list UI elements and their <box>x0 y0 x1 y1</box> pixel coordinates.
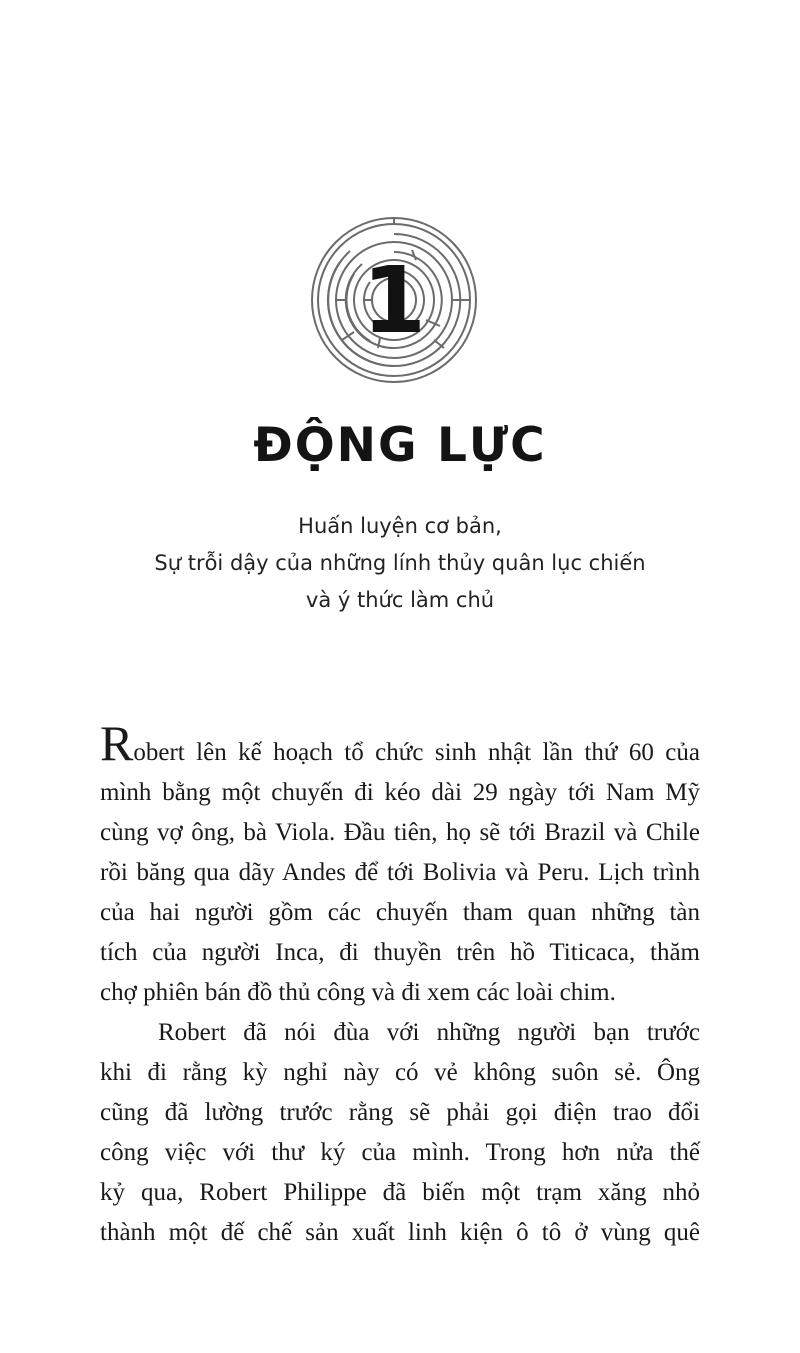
text-line-content: obert lên kế hoạch tổ chức sinh nhật lần thứ 60 của <box>133 739 700 766</box>
chapter-subtitle <box>0 508 800 619</box>
text-line: khi đi rằng kỳ nghỉ này có vẻ không suôn sẻ. Ông <box>100 1059 700 1086</box>
text-line: của hai người gồm các chuyến tham quan những tàn <box>100 899 700 926</box>
text-line: tích của người Inca, đi thuyền trên hồ Titicaca, thăm <box>100 939 700 966</box>
chapter-number-emblem <box>310 216 478 384</box>
text-line: kỷ qua, Robert Philippe đã biến một trạm xăng nhỏ <box>100 1179 700 1206</box>
text-line: mình bằng một chuyến đi kéo dài 29 ngày tới Nam Mỹ <box>100 779 700 806</box>
text-line: công việc với thư ký của mình. Trong hơn nửa thế <box>100 1139 700 1166</box>
subtitle-line: và ý thức làm chủ <box>305 588 495 612</box>
text-line <box>100 715 700 773</box>
text-line: rồi băng qua dãy Andes để tới Bolivia và Peru. Lịch trình <box>100 859 700 886</box>
paragraph <box>100 1013 700 1253</box>
drop-cap: R <box>100 715 134 771</box>
text-line: Robert đã nói đùa với những người bạn trước <box>158 1019 700 1046</box>
body-text <box>100 715 700 1253</box>
paragraph <box>100 715 700 1013</box>
chapter-number: 1 <box>361 247 426 354</box>
text-line: cùng vợ ông, bà Viola. Đầu tiên, họ sẽ tới Brazil và Chile <box>100 819 700 846</box>
chapter-title: ĐỘNG LỰC <box>253 418 547 473</box>
text-line: thành một đế chế sản xuất linh kiện ô tô ở vùng quê <box>100 1219 700 1246</box>
text-line: cũng đã lường trước rằng sẽ phải gọi điện trao đổi <box>100 1099 700 1126</box>
subtitle-line: Huấn luyện cơ bản, <box>298 514 502 538</box>
subtitle-line: Sự trỗi dậy của những lính thủy quân lục chiến <box>154 551 646 575</box>
text-line: chợ phiên bán đồ thủ công và đi xem các loài chim. <box>100 979 616 1006</box>
